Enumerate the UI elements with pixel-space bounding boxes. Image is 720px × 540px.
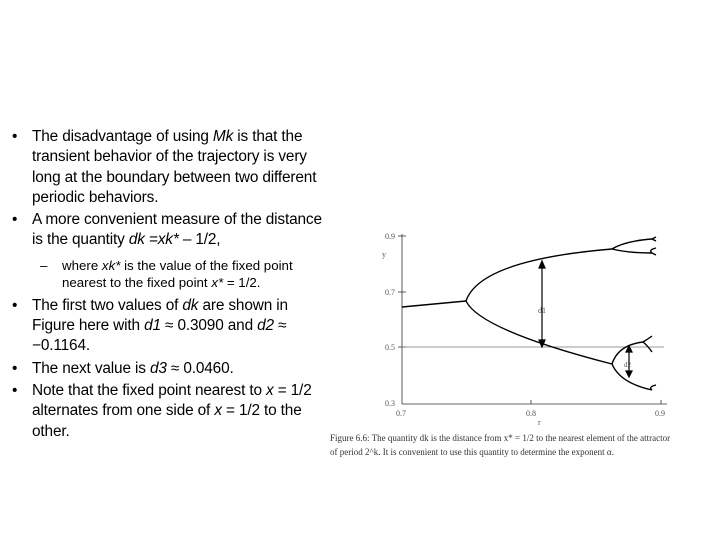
period-4-upper	[612, 239, 652, 253]
y-axis-label: y	[382, 250, 386, 259]
y-tick-label: 0.5	[385, 343, 395, 352]
x-tick-label: 0.9	[655, 409, 665, 418]
d1-label: d1	[538, 306, 546, 315]
math-term: x	[266, 381, 274, 399]
bullet-icon: •	[12, 128, 18, 145]
math-term: d3	[149, 359, 167, 377]
text-run: is that the transient behavior of the trajectory is very long at the boundary between two different periodic behaviors.	[32, 128, 317, 206]
bullet-icon: •	[12, 211, 18, 229]
text-run: = 1/2 alternates from one side of	[32, 381, 312, 420]
fixed-point-branch	[402, 301, 466, 307]
y-tick-label: 0.3	[385, 399, 395, 408]
text-run: ≈ −0.1164.	[32, 317, 287, 355]
dash-icon: –	[40, 257, 48, 273]
text-run: A more convenient measure of the distance is the quantity	[32, 211, 322, 249]
bullet-icon: •	[12, 359, 18, 377]
y-tick-label: 0.7	[385, 288, 395, 297]
x-tick-label: 0.7	[396, 409, 406, 418]
math-term: xk*	[101, 257, 121, 273]
text-run: Note that the fixed point nearest to	[32, 381, 267, 399]
text-run: The next value is	[32, 359, 150, 377]
text-run: = 1/2.	[223, 274, 261, 290]
text-run: is the value of the fixed point nearest to the fixed point	[62, 257, 293, 290]
bullet-icon: •	[12, 296, 18, 314]
text-run: The disadvantage of using	[32, 128, 213, 145]
math-term: dk	[182, 296, 199, 314]
math-term: dk =xk*	[128, 231, 179, 249]
d2-label: d2	[624, 361, 631, 369]
math-term: x	[214, 402, 222, 420]
text-run: The first two values of	[32, 296, 183, 314]
period-2-upper	[466, 249, 612, 301]
period-8-tips	[651, 237, 656, 390]
text-run: ≈ 0.0460.	[166, 359, 234, 377]
caption-line: Figure 6.6: The quantity dk is the distance from x* = 1/2 to the nearest element of the attractor	[330, 433, 671, 443]
math-term: d2	[257, 317, 274, 335]
text-run: ≈ 0.3090 and	[160, 317, 258, 335]
figure-caption	[330, 431, 720, 459]
d1-arrow	[539, 261, 545, 347]
text-run: = 1/2 to the other.	[32, 402, 302, 440]
x-tick-label: 0.8	[526, 409, 536, 418]
text-run: are shown in Figure here with	[32, 296, 288, 335]
x-axis-label: r	[538, 418, 541, 427]
text-run: where	[62, 257, 102, 273]
text-run: – 1/2,	[178, 231, 221, 249]
bullet-icon: •	[12, 381, 18, 399]
caption-line: of period 2^k. It is convenient to use this quantity to determine the exponent α.	[330, 447, 614, 457]
math-term: x*	[211, 274, 224, 290]
math-term: d1	[144, 317, 161, 335]
math-term: Mk	[212, 128, 234, 145]
period-4-lower	[612, 336, 652, 390]
y-tick-label: 0.9	[385, 232, 395, 241]
